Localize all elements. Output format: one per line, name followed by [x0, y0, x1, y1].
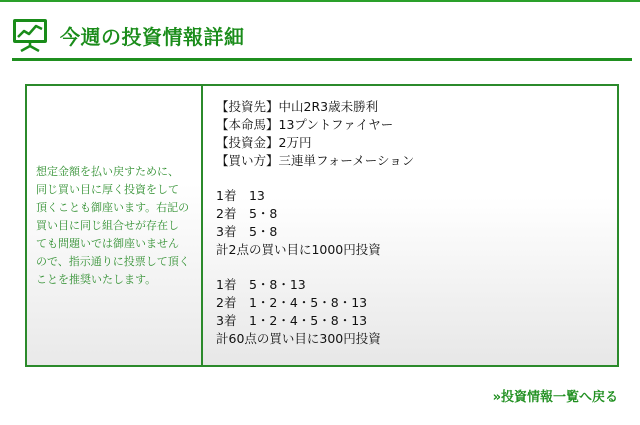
back-to-list-link[interactable]: »投資情報一覧へ戻る	[492, 390, 618, 405]
chart-board-icon	[12, 18, 48, 52]
advice-note: 想定金額を払い戻すために、 同じ買い目に厚く投資をして 頂くことも御座います。右記の 買い目に同じ組合せが存在し ても問題いでは御座いません ので、指示通りに投票して頂く ことを推奨いたします。	[36, 165, 190, 286]
investment-destination: 【投資先】中山2R3歳未勝利	[216, 99, 379, 114]
formation1-third: 3着 5・8	[216, 224, 278, 239]
formation1-first: 1着 13	[216, 188, 265, 203]
investment-amount: 【投資金】2万円	[216, 135, 312, 150]
formation2-second: 2着 1・2・4・5・8・13	[216, 295, 368, 310]
formation1-second: 2着 5・8	[216, 206, 278, 221]
page-header	[12, 18, 632, 56]
spacer	[216, 170, 617, 187]
note-column	[27, 86, 203, 365]
formation2-first: 1着 5・8・13	[216, 277, 306, 292]
formation2-total: 計60点の買い目に300円投資	[216, 331, 381, 346]
purchase-method: 【買い方】三連単フォーメーション	[216, 153, 415, 168]
formation2-third: 3着 1・2・4・5・8・13	[216, 313, 368, 328]
detail-column	[203, 86, 617, 365]
favorite-horse: 【本命馬】13プントファイヤー	[216, 117, 394, 132]
top-divider	[0, 0, 640, 2]
header-divider	[12, 58, 632, 61]
investment-detail-panel	[25, 84, 619, 367]
spacer	[216, 259, 617, 276]
formation1-total: 計2点の買い目に1000円投資	[216, 242, 381, 257]
page-title: 今週の投資情報詳細	[60, 25, 245, 49]
